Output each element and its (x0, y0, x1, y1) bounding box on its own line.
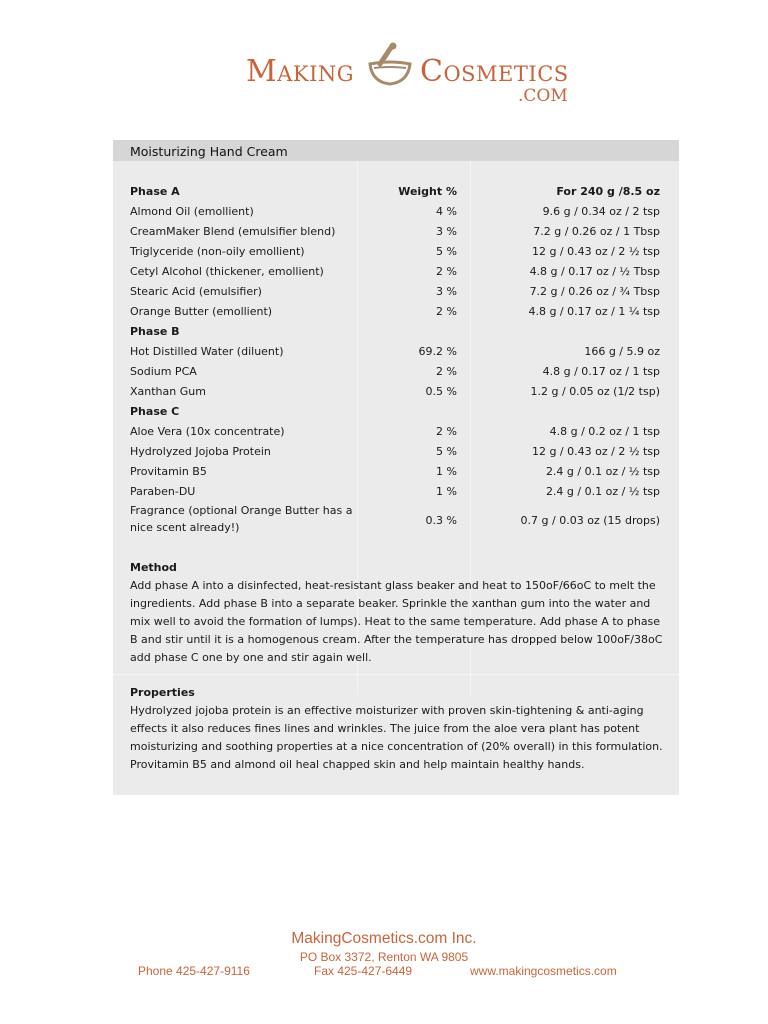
table-row (113, 422, 679, 442)
ingredient-name: Hot Distilled Water (diluent) (130, 345, 284, 358)
ingredient-amount: 166 g / 5.9 oz (584, 345, 660, 358)
header-phase-a: Phase A (130, 185, 180, 198)
table-row (113, 362, 679, 382)
table-row (113, 442, 679, 462)
ingredient-amount: 4.8 g / 0.17 oz / ½ Tbsp (529, 265, 660, 278)
ingredient-name: CreamMaker Blend (emulsifier blend) (130, 225, 336, 238)
ingredient-amount: 9.6 g / 0.34 oz / 2 tsp (542, 205, 660, 218)
table-row (113, 502, 679, 540)
ingredient-amount: 2.4 g / 0.1 oz / ½ tsp (545, 485, 660, 498)
ingredient-weight: 3 % (436, 285, 457, 298)
phase-b-label: Phase B (130, 325, 180, 338)
footer-contact-line (0, 964, 768, 980)
ingredient-weight: 0.5 % (425, 385, 457, 398)
phase-c-heading (113, 402, 679, 422)
ingredient-weight: 5 % (436, 245, 457, 258)
table-row (113, 242, 679, 262)
ingredient-weight: 2 % (436, 365, 457, 378)
footer-website-link[interactable]: www.makingcosmetics.com (470, 964, 617, 978)
ingredient-weight: 5 % (436, 445, 457, 458)
header-amount: For 240 g /8.5 oz (556, 185, 660, 198)
table-row (113, 262, 679, 282)
ingredient-amount: 7.2 g / 0.26 oz / 1 Tbsp (533, 225, 660, 238)
ingredient-name: Cetyl Alcohol (thickener, emollient) (130, 265, 324, 278)
mortar-pestle-icon (366, 42, 414, 90)
ingredient-name: Aloe Vera (10x concentrate) (130, 425, 285, 438)
ingredient-name: Provitamin B5 (130, 465, 207, 478)
ingredient-weight: 3 % (436, 225, 457, 238)
ingredient-weight: 2 % (436, 265, 457, 278)
logo-word-making: Making (246, 54, 355, 89)
recipe-title-bar (113, 140, 679, 161)
ingredient-name: Almond Oil (emollient) (130, 205, 254, 218)
ingredient-amount: 4.8 g / 0.2 oz / 1 tsp (549, 425, 660, 438)
ingredient-weight: 1 % (436, 465, 457, 478)
table-row (113, 222, 679, 242)
ingredient-amount: 12 g / 0.43 oz / 2 ½ tsp (531, 445, 660, 458)
method-heading: Method (130, 561, 177, 574)
ingredient-name: Fragrance (optional Orange Butter has a nice scent already!) (130, 504, 353, 534)
ingredient-name: Orange Butter (emollient) (130, 305, 273, 318)
method-section (130, 559, 665, 667)
ingredient-name: Triglyceride (non-oily emollient) (130, 245, 305, 258)
ingredient-amount: 7.2 g / 0.26 oz / ¾ Tbsp (529, 285, 660, 298)
ingredient-amount: 4.8 g / 0.17 oz / 1 tsp (542, 365, 660, 378)
ingredient-weight: 2 % (436, 305, 457, 318)
table-row (113, 462, 679, 482)
table-row (113, 302, 679, 322)
phase-b-heading (113, 322, 679, 342)
footer-phone: Phone 425-427-9116 (138, 964, 250, 978)
table-row (113, 482, 679, 502)
ingredient-weight: 0.3 % (425, 514, 457, 527)
footer-company: MakingCosmetics.com Inc. (291, 930, 477, 947)
ingredient-amount: 1.2 g / 0.05 oz (1/2 tsp) (530, 385, 660, 398)
table-header-row (113, 182, 679, 202)
logo-suffix: .COM (518, 86, 568, 106)
ingredient-name: Paraben-DU (130, 485, 196, 498)
ingredient-amount: 2.4 g / 0.1 oz / ½ tsp (545, 465, 660, 478)
ingredient-amount: 0.7 g / 0.03 oz (15 drops) (520, 514, 660, 527)
header-weight: Weight % (398, 185, 457, 198)
table-row (113, 202, 679, 222)
properties-heading: Properties (130, 686, 195, 699)
ingredient-weight: 1 % (436, 485, 457, 498)
table-row (113, 382, 679, 402)
brand-logo (0, 40, 768, 110)
table-row (113, 282, 679, 302)
properties-text: Hydrolyzed jojoba protein is an effective moisturizer with proven skin-tightening & anti-aging effects it also reduces fines lines and wrinkles. The juice from the aloe vera plant has potent moisturizing and soothing properties at a nice concentration of (20% overall) in this formulation. Provitamin B5 and almond oil heal chapped skin and help maintain healthy hands. (130, 704, 663, 771)
footer-fax: Fax 425-427-6449 (314, 964, 413, 978)
table-bottom-divider (113, 674, 679, 675)
phase-c-label: Phase C (130, 405, 180, 418)
ingredient-weight: 2 % (436, 425, 457, 438)
recipe-card (113, 140, 679, 795)
ingredient-name: Sodium PCA (130, 365, 197, 378)
ingredient-name: Xanthan Gum (130, 385, 206, 398)
table-row (113, 342, 679, 362)
ingredient-weight: 69.2 % (418, 345, 457, 358)
ingredient-name: Hydrolyzed Jojoba Protein (130, 445, 271, 458)
recipe-title: Moisturizing Hand Cream (130, 144, 288, 159)
ingredient-name: Stearic Acid (emulsifier) (130, 285, 262, 298)
method-text: Add phase A into a disinfected, heat-resistant glass beaker and heat to 150oF/66oC to melt the ingredients. Add phase B into a separate beaker. Sprinkle the xanthan gum into the water and mix well to avoid the formation of lumps). Heat to the same temperature. Add phase A to phase B and stir until it is a homogenous cream. After the temperature has dropped below 100oF/38oC add phase C one by one and stir again well. (130, 579, 663, 664)
ingredient-amount: 4.8 g / 0.17 oz / 1 ¼ tsp (528, 305, 660, 318)
logo-word-cosmetics: Cosmetics (420, 54, 569, 89)
ingredient-weight: 4 % (436, 205, 457, 218)
footer-address: PO Box 3372, Renton WA 9805 (299, 950, 469, 964)
ingredient-amount: 12 g / 0.43 oz / 2 ½ tsp (531, 245, 660, 258)
properties-section (130, 684, 665, 774)
